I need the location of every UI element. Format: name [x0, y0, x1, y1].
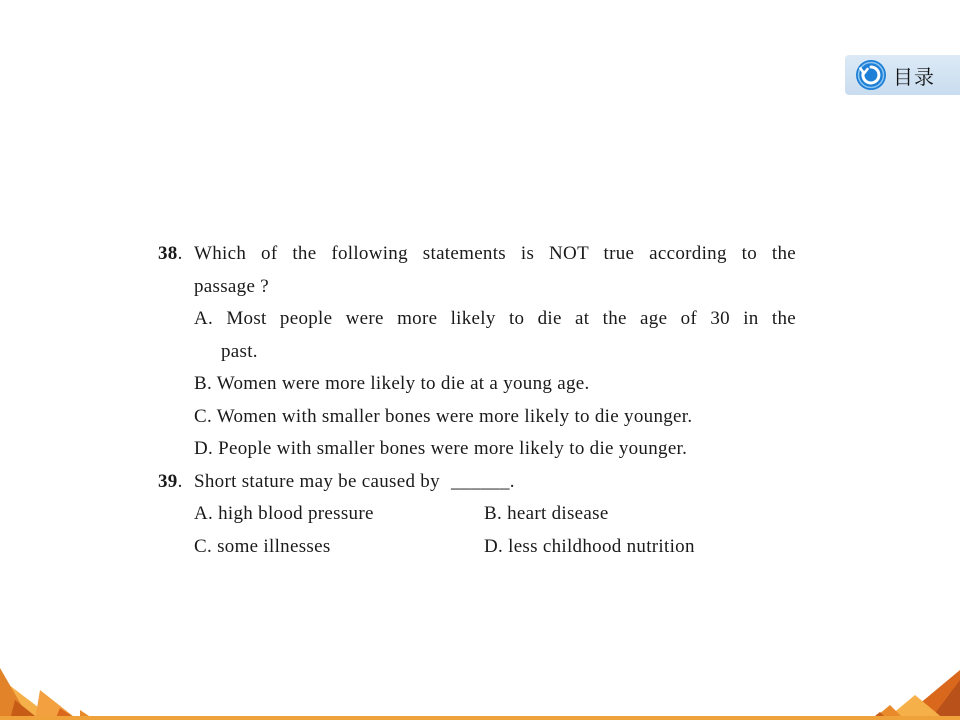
- question-38-option-d: D. People with smaller bones were more likely to die younger.: [194, 438, 688, 459]
- question-39-stem: [194, 471, 515, 493]
- question-39-stem-text: Short stature may be caused by: [194, 471, 440, 492]
- question-39-option-c: C. some illnesses: [194, 536, 331, 557]
- question-38-number: 38.: [158, 243, 183, 264]
- toc-button[interactable]: [845, 55, 960, 95]
- question-38-option-a-line2: past.: [221, 341, 258, 362]
- question-38-stem-line1: Which of the following statements is NOT true according to the: [194, 243, 796, 264]
- toc-label: 目录: [893, 64, 935, 89]
- question-38-option-c: C. Women with smaller bones were more likely to die younger.: [194, 406, 693, 427]
- question-39-number: 39.: [158, 471, 183, 492]
- question-39-option-b: B. heart disease: [484, 503, 609, 524]
- question-39-option-a: A. high blood pressure: [194, 503, 374, 524]
- question-38-option-a-line1: A. Most people were more likely to die at the age of 30 in the: [194, 308, 796, 329]
- bottom-right-decoration: [860, 660, 960, 720]
- bottom-left-decoration: [0, 660, 100, 720]
- answer-blank: ______: [450, 471, 510, 492]
- question-39-option-d: D. less childhood nutrition: [484, 536, 695, 557]
- question-38-option-b: B. Women were more likely to die at a young age.: [194, 373, 590, 394]
- bottom-accent-bar: [0, 716, 960, 720]
- question-39-end: .: [509, 471, 515, 492]
- question-38-stem-line2: passage ?: [194, 276, 269, 297]
- refresh-circle-icon: [855, 59, 887, 91]
